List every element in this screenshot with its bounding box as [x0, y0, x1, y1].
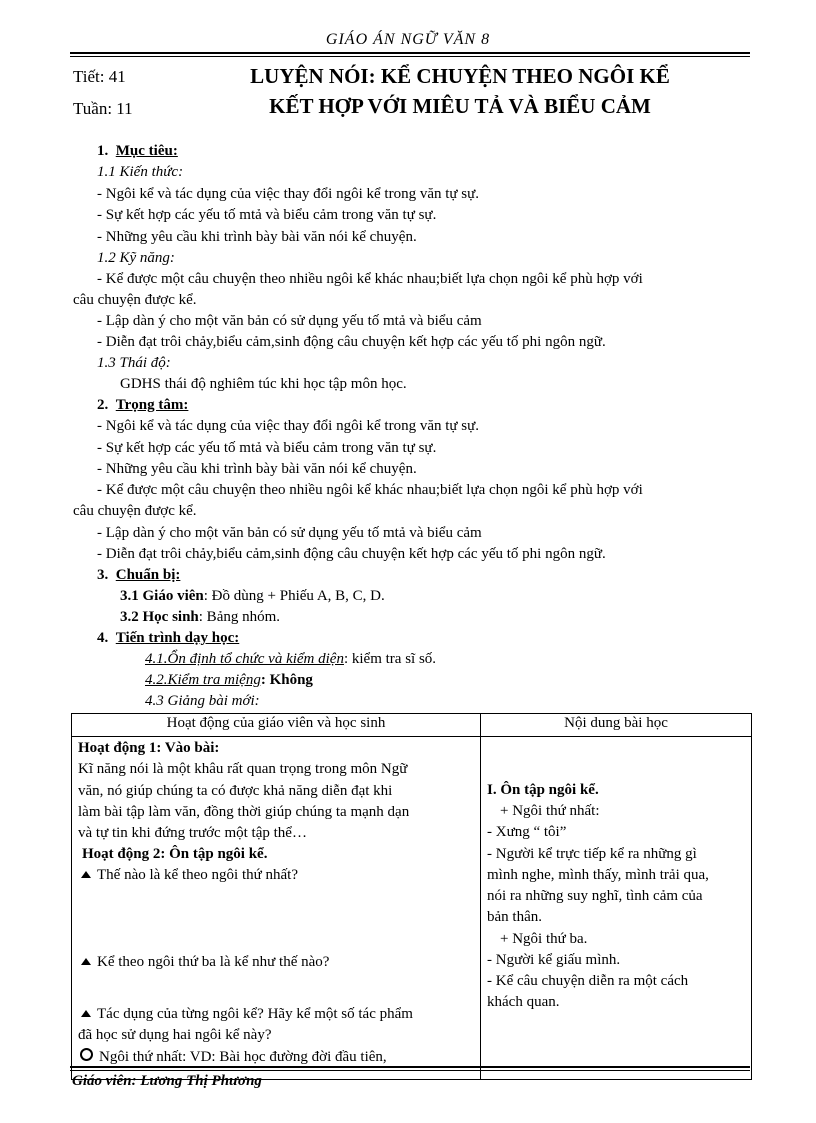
question-3b: đã học sử dụng hai ngôi kể này? [78, 1027, 272, 1043]
knowledge-1: - Ngôi kể và tác dụng của việc thay đổi ngôi kể trong văn tự sự. [97, 186, 479, 202]
section-4-title: Tiến trình dạy học: [115, 630, 240, 646]
question-3a-text: Tác dụng của từng ngôi kể? Hãy kể một số tác phẩm [97, 1006, 413, 1022]
step-4-1 [145, 651, 436, 668]
sub-1-1: 1.1 Kiến thức: [97, 164, 184, 180]
focus-5: - Lập dàn ý cho một văn bản có sử dụng yếu tố mtả và biểu cảm [97, 525, 482, 541]
title-line-1: LUYỆN NÓI: KỂ CHUYỆN THEO NGÔI KỂ [250, 64, 670, 88]
skill-1b: câu chuyện được kể. [73, 292, 197, 308]
sub-1-3: 1.3 Thái độ: [97, 355, 171, 371]
prep-student-text: : Bảng nhóm. [198, 609, 281, 625]
content-line-1: + Ngôi thứ nhất: [500, 803, 600, 819]
table-row [72, 737, 752, 1080]
question-1-text: Thế nào là kể theo ngôi thứ nhất? [97, 867, 298, 883]
content-line-5: nói ra những suy nghĩ, tình cảm của [487, 888, 703, 904]
content-line-4: mình nghe, mình thấy, mình trải qua, [487, 867, 709, 883]
content-heading: I. Ôn tập ngôi kể. [487, 782, 599, 798]
answer-1-text: Ngôi thứ nhất: VD: Bài học đường đời đầu tiên, [99, 1049, 387, 1065]
footer-rule [70, 1066, 750, 1071]
table-header-row [72, 714, 752, 737]
section-1 [97, 143, 178, 160]
knowledge-2: - Sự kết hợp các yếu tố mtả và biểu cảm trong văn tự sự. [97, 207, 437, 223]
section-3-number: 3. [97, 567, 109, 583]
step-4-1-text: : kiểm tra sĩ số. [343, 651, 437, 667]
sub-1-2: 1.2 Kỹ năng: [97, 250, 175, 266]
content-cell [481, 737, 752, 1080]
content-line-8: - Người kể giấu mình. [487, 952, 621, 968]
question-1 [78, 867, 298, 884]
content-line-3: - Người kể trực tiếp kể ra những gì [487, 846, 697, 862]
section-4-number: 4. [97, 630, 109, 646]
prep-teacher-text: : Đồ dùng + Phiếu A, B, C, D. [203, 588, 385, 604]
focus-2: - Sự kết hợp các yếu tố mtả và biểu cảm trong văn tự sự. [97, 440, 437, 456]
activity-cell [72, 737, 481, 1080]
section-2 [97, 397, 188, 414]
content-line-2: - Xưng “ tôi” [487, 824, 567, 840]
section-1-number: 1. [97, 143, 109, 159]
step-4-2 [145, 672, 313, 689]
prep-teacher-label: 3.1 Giáo viên [120, 588, 204, 604]
content-line-9: - Kể câu chuyện diễn ra một cách [487, 973, 689, 989]
step-4-3: 4.3 Giảng bài mới: [145, 693, 260, 709]
step-4-1-label: 4.1.Ổn định tổ chức và kiểm diện [145, 651, 344, 667]
prep-student [120, 609, 280, 626]
header-rule [70, 52, 750, 57]
triangle-bullet-icon [81, 871, 91, 878]
step-4-2-text: : Không [260, 672, 313, 688]
section-2-title: Trọng tâm: [115, 397, 189, 413]
question-2-text: Kể theo ngôi thứ ba là kể như thế nào? [97, 954, 330, 970]
circle-bullet-icon [80, 1048, 93, 1061]
content-line-10: khách quan. [487, 994, 560, 1010]
triangle-bullet-icon [81, 958, 91, 965]
answer-1 [78, 1048, 387, 1066]
section-3 [97, 567, 180, 584]
prep-student-label: 3.2 Học sinh [120, 609, 199, 625]
skill-3: - Diễn đạt trôi chảy,biểu cảm,sinh động câu chuyện kết hợp các yếu tố phi ngôn ngữ. [97, 334, 606, 350]
section-3-title: Chuẩn bị: [115, 567, 181, 583]
title-line-2: KẾT HỢP VỚI MIÊU TẢ VÀ BIỂU CẢM [269, 94, 651, 118]
page-footer: Giáo viên: Lương Thị Phương [72, 1073, 262, 1089]
table-header-content: Nội dung bài học [481, 714, 752, 737]
skill-1a: - Kể được một câu chuyện theo nhiều ngôi kể khác nhau;biết lựa chọn ngôi kể phù hợp với [97, 271, 643, 287]
focus-6: - Diễn đạt trôi chảy,biểu cảm,sinh động câu chuyện kết hợp các yếu tố phi ngôn ngữ. [97, 546, 606, 562]
question-2 [78, 954, 329, 971]
lesson-table [71, 713, 752, 1080]
triangle-bullet-icon [81, 1010, 91, 1017]
knowledge-3: - Những yêu cầu khi trình bày bài văn nói kể chuyện. [97, 229, 417, 245]
page-header: GIÁO ÁN NGỮ VĂN 8 [325, 31, 491, 48]
section-2-number: 2. [97, 397, 109, 413]
activity-1-line-1: Kĩ năng nói là một khâu rất quan trọng trong môn Ngữ [78, 761, 408, 777]
lesson-number: Tiết: 41 [73, 67, 126, 86]
content-line-7: + Ngôi thứ ba. [500, 931, 588, 947]
section-4 [97, 630, 239, 647]
step-4-2-label: 4.2.Kiểm tra miệng [145, 672, 261, 688]
prep-teacher [120, 588, 385, 605]
focus-4a: - Kể được một câu chuyện theo nhiều ngôi kể khác nhau;biết lựa chọn ngôi kể phù hợp với [97, 482, 643, 498]
question-3a [78, 1006, 413, 1023]
focus-1: - Ngôi kể và tác dụng của việc thay đổi ngôi kể trong văn tự sự. [97, 418, 479, 434]
activity-2-heading: Hoạt động 2: Ôn tập ngôi kể. [82, 846, 268, 862]
attitude-1: GDHS thái độ nghiêm túc khi học tập môn học. [120, 376, 407, 392]
focus-4b: câu chuyện được kể. [73, 503, 197, 519]
section-1-title: Mục tiêu: [115, 143, 178, 159]
content-line-6: bản thân. [487, 909, 542, 925]
week-number: Tuần: 11 [73, 99, 133, 118]
activity-1-line-2: văn, nó giúp chúng ta có được khả năng diễn đạt khi [78, 783, 393, 799]
activity-1-line-3: làm bài tập làm văn, đồng thời giúp chúng ta mạnh dạn [78, 804, 410, 820]
focus-3: - Những yêu cầu khi trình bày bài văn nói kể chuyện. [97, 461, 417, 477]
table-header-activity: Hoạt động của giáo viên và học sinh [72, 714, 481, 737]
activity-1-line-4: và tự tin khi đứng trước một tập thể… [78, 825, 307, 841]
skill-2: - Lập dàn ý cho một văn bản có sử dụng yếu tố mtả và biểu cảm [97, 313, 482, 329]
activity-1-heading: Hoạt động 1: Vào bài: [78, 740, 220, 756]
